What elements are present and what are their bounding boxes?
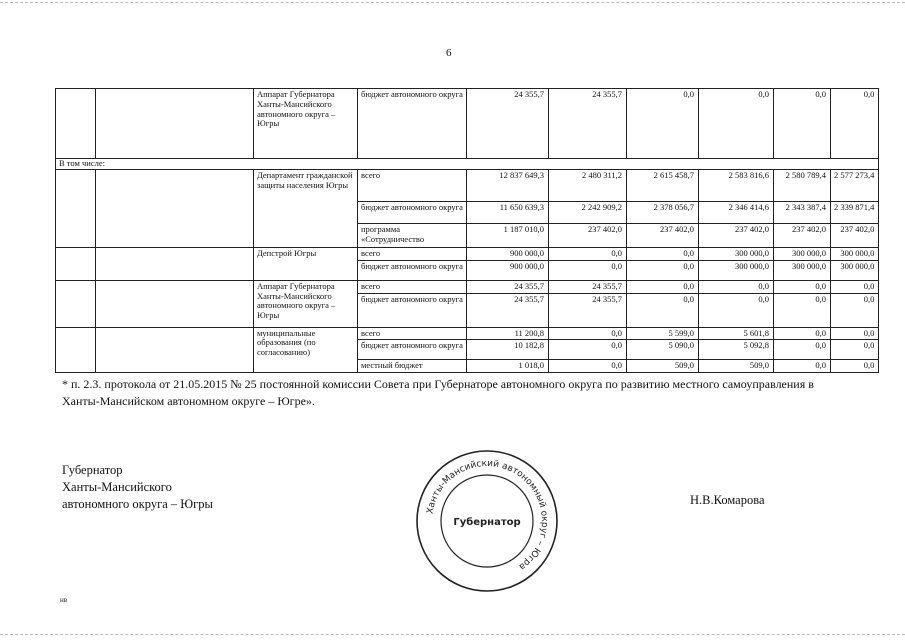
value-cell: 300 000,0 (831, 260, 879, 280)
value-cell: 0,0 (627, 293, 699, 327)
org-cell: Департамент гражданской защиты населения Югры (254, 170, 358, 248)
value-cell: 11 650 639,3 (467, 202, 549, 224)
value-cell: 0,0 (774, 89, 831, 159)
value-cell: 0,0 (699, 293, 774, 327)
table-row (56, 280, 879, 293)
budget-table (55, 88, 879, 373)
seal-ring-text: Ханты-Мансийский автономный округ – Югра (425, 458, 550, 572)
value-cell: 24 355,7 (467, 280, 549, 293)
value-cell: 2 580 789,4 (774, 170, 831, 202)
value-cell: 0,0 (627, 89, 699, 159)
footnote: * п. 2.3. протокола от 21.05.2015 № 25 постоянной комиссии Совета при Губернаторе автономного округа по развитию местного самоуправления в Ханты-Мансийском автономном округе – Югре». (62, 377, 814, 408)
executor-initials: нв (60, 596, 68, 604)
signer-name: Н.В.Комарова (690, 493, 765, 507)
source-cell: всего (358, 327, 467, 340)
value-cell: 2 343 387,4 (774, 202, 831, 224)
source-cell: бюджет автономного округа (358, 89, 467, 159)
signer-title-line: Ханты-Мансийского (62, 480, 172, 494)
value-cell: 0,0 (699, 280, 774, 293)
value-cell: 509,0 (627, 360, 699, 373)
value-cell: 0,0 (774, 340, 831, 360)
source-cell: бюджет автономного округа (358, 202, 467, 224)
value-cell: 300 000,0 (774, 260, 831, 280)
table-cell (56, 248, 96, 281)
value-cell: 0,0 (774, 280, 831, 293)
value-cell: 0,0 (831, 327, 879, 340)
value-cell: 2 346 414,6 (699, 202, 774, 224)
table-row (56, 327, 879, 340)
table-cell (56, 170, 96, 248)
value-cell: 509,0 (699, 360, 774, 373)
value-cell: 0,0 (831, 89, 879, 159)
value-cell: 0,0 (831, 360, 879, 373)
value-cell: 12 837 649,3 (467, 170, 549, 202)
org-cell: Аппарат Губернатора Ханты-Мансийского автономного округа – Югры (254, 280, 358, 327)
page-number: 6 (446, 47, 452, 59)
value-cell: 300 000,0 (831, 248, 879, 261)
value-cell: 1 187 010,0 (467, 224, 549, 248)
value-cell: 2 577 273,4 (831, 170, 879, 202)
value-cell: 2 615 458,7 (627, 170, 699, 202)
value-cell: 11 200,8 (467, 327, 549, 340)
value-cell: 0,0 (549, 340, 627, 360)
table-cell (56, 327, 96, 373)
table-row (56, 170, 879, 202)
source-cell: всего (358, 280, 467, 293)
source-cell: местный бюджет (358, 360, 467, 373)
value-cell: 300 000,0 (699, 248, 774, 261)
org-cell: Депстрой Югры (254, 248, 358, 281)
value-cell: 300 000,0 (774, 248, 831, 261)
value-cell: 24 355,7 (549, 280, 627, 293)
value-cell: 5 601,8 (699, 327, 774, 340)
signer-title-line: автономного округа – Югры (62, 497, 213, 511)
value-cell: 0,0 (774, 293, 831, 327)
value-cell: 0,0 (774, 360, 831, 373)
value-cell: 5 092,8 (699, 340, 774, 360)
value-cell: 24 355,7 (467, 293, 549, 327)
value-cell: 5 090,0 (627, 340, 699, 360)
scan-edge-top (0, 2, 905, 4)
value-cell: 0,0 (549, 260, 627, 280)
value-cell: 1 018,0 (467, 360, 549, 373)
value-cell: 0,0 (831, 340, 879, 360)
value-cell: 0,0 (627, 248, 699, 261)
value-cell: 10 182,8 (467, 340, 549, 360)
table-row (56, 159, 879, 170)
value-cell: 2 378 056,7 (627, 202, 699, 224)
value-cell: 24 355,7 (549, 89, 627, 159)
value-cell: 2 480 311,2 (549, 170, 627, 202)
value-cell: 0,0 (549, 360, 627, 373)
table-cell (96, 327, 254, 373)
value-cell: 237 402,0 (699, 224, 774, 248)
table-row (56, 248, 879, 261)
table-cell (96, 248, 254, 281)
value-cell: 237 402,0 (549, 224, 627, 248)
table-row (56, 89, 879, 159)
signer-title (62, 462, 213, 513)
table-cell (56, 89, 96, 159)
value-cell: 300 000,0 (699, 260, 774, 280)
org-cell: муниципальные образования (по согласованию) (254, 327, 358, 373)
value-cell: 0,0 (549, 327, 627, 340)
value-cell: 2 242 909,2 (549, 202, 627, 224)
source-cell: бюджет автономного округа (358, 293, 467, 327)
table-cell (56, 280, 96, 327)
value-cell: 0,0 (831, 293, 879, 327)
value-cell: 237 402,0 (831, 224, 879, 248)
including-label: В том числе: (56, 159, 879, 170)
value-cell: 0,0 (699, 89, 774, 159)
value-cell: 0,0 (627, 280, 699, 293)
value-cell: 0,0 (549, 248, 627, 261)
value-cell: 237 402,0 (627, 224, 699, 248)
value-cell: 0,0 (831, 280, 879, 293)
value-cell: 5 599,0 (627, 327, 699, 340)
table-cell (96, 89, 254, 159)
signer-title-line: Губернатор (62, 463, 123, 477)
org-cell: Аппарат Губернатора Ханты-Мансийского автономного округа – Югры (254, 89, 358, 159)
table-cell (96, 170, 254, 248)
source-cell: всего (358, 170, 467, 202)
value-cell: 0,0 (627, 260, 699, 280)
source-cell: бюджет автономного округа (358, 260, 467, 280)
source-cell: всего (358, 248, 467, 261)
scan-edge-bottom (0, 634, 905, 636)
value-cell: 0,0 (774, 327, 831, 340)
value-cell: 2 339 871,4 (831, 202, 879, 224)
value-cell: 237 402,0 (774, 224, 831, 248)
source-cell: бюджет автономного округа (358, 340, 467, 360)
table-cell (96, 280, 254, 327)
source-cell: программа «Сотрудничество (358, 224, 467, 248)
value-cell: 2 583 816,6 (699, 170, 774, 202)
value-cell: 900 000,0 (467, 248, 549, 261)
value-cell: 24 355,7 (467, 89, 549, 159)
value-cell: 24 355,7 (549, 293, 627, 327)
seal-center-text: Губернатор (453, 517, 521, 528)
value-cell: 900 000,0 (467, 260, 549, 280)
official-seal (412, 446, 562, 596)
